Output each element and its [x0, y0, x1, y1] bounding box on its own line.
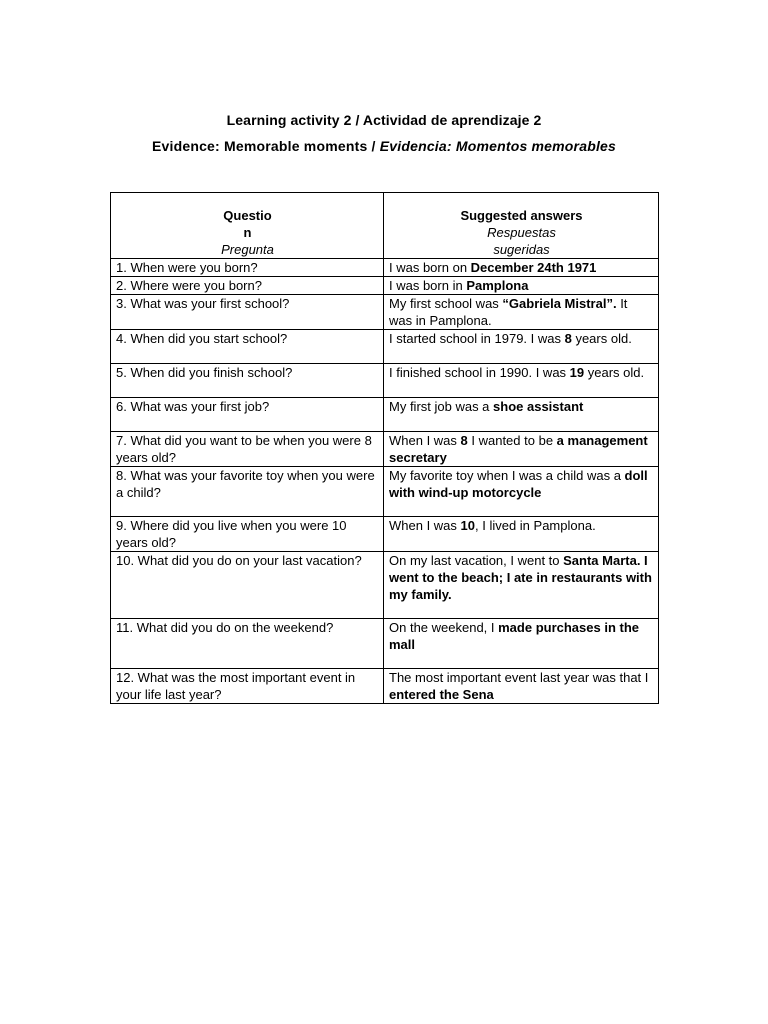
question-cell: 6. What was your first job?: [111, 398, 384, 432]
answer-cell: [384, 330, 659, 364]
answer-text: My first job was a: [389, 399, 494, 414]
table-body: [111, 259, 659, 704]
question-cell: 5. When did you finish school?: [111, 364, 384, 398]
table-row: [111, 364, 659, 398]
question-column-header: [111, 193, 384, 259]
answer-cell: [384, 277, 659, 295]
answer-emphasis: a management secretary: [389, 433, 648, 465]
table-header-row: [111, 193, 659, 259]
answer-emphasis: 8: [460, 433, 468, 448]
table-row: [111, 330, 659, 364]
question-header-es: Pregunta: [221, 242, 274, 257]
answer-emphasis: 19: [569, 365, 585, 380]
question-cell: 3. What was your first school?: [111, 295, 384, 330]
answer-text: When I was: [389, 518, 461, 533]
answer-emphasis: 8: [564, 331, 572, 346]
answer-cell: [384, 619, 659, 669]
answer-text: My favorite toy when I was a child was a: [389, 468, 625, 483]
answer-header-es-1: Respuestas: [487, 225, 556, 240]
table-row: [111, 619, 659, 669]
table-row: [111, 669, 659, 704]
answer-text: years old.: [571, 331, 632, 346]
question-cell: 1. When were you born?: [111, 259, 384, 277]
answer-column-header: [384, 193, 659, 259]
answer-emphasis: doll with wind-up motorcycle: [389, 468, 648, 500]
answer-text: It was in Pamplona.: [389, 296, 628, 328]
answer-cell: [384, 467, 659, 517]
table-row: [111, 277, 659, 295]
table-row: [111, 432, 659, 467]
answer-emphasis: Santa Marta. I went to the beach; I ate in restaurants with my family.: [389, 553, 652, 602]
answer-header-es-2: sugeridas: [493, 242, 550, 257]
answer-emphasis: December 24th 1971: [470, 260, 597, 275]
answer-text: years old.: [584, 365, 645, 380]
question-cell: 12. What was the most important event in your life last year?: [111, 669, 384, 704]
table-row: [111, 552, 659, 619]
answer-emphasis: Pamplona: [466, 278, 529, 293]
table-row: [111, 467, 659, 517]
answer-text: When I was: [389, 433, 461, 448]
answer-emphasis: entered the Sena: [389, 687, 494, 702]
answer-text: I was born in: [389, 278, 467, 293]
answer-header-en: Suggested answers: [460, 208, 583, 223]
question-cell: 7. What did you want to be when you were 8 years old?: [111, 432, 384, 467]
question-cell: 9. Where did you live when you were 10 years old?: [111, 517, 384, 552]
answer-cell: [384, 295, 659, 330]
table-row: [111, 517, 659, 552]
answer-cell: [384, 398, 659, 432]
question-header-en-2: n: [243, 225, 252, 240]
answer-cell: [384, 669, 659, 704]
answer-cell: [384, 517, 659, 552]
answer-text: I was born on: [389, 260, 471, 275]
document-title: Learning activity 2 / Actividad de aprendizaje 2: [226, 112, 542, 128]
answer-emphasis: “Gabriela Mistral”.: [502, 296, 617, 311]
answer-text: On my last vacation, I went to: [389, 553, 564, 568]
answer-cell: [384, 432, 659, 467]
answer-text: I started school in 1979. I was: [389, 331, 565, 346]
document-subtitle: [0, 138, 768, 154]
answer-text: I wanted to be: [467, 433, 557, 448]
answer-text: The most important event last year was that I: [389, 670, 649, 685]
answer-text: I finished school in 1990. I was: [389, 365, 570, 380]
answer-cell: [384, 364, 659, 398]
answer-text: , I lived in Pamplona.: [475, 518, 596, 533]
question-cell: 2. Where were you born?: [111, 277, 384, 295]
question-cell: 11. What did you do on the weekend?: [111, 619, 384, 669]
questions-table: [110, 192, 659, 704]
question-cell: 8. What was your favorite toy when you were a child?: [111, 467, 384, 517]
answer-emphasis: made purchases in the mall: [389, 620, 640, 652]
table-row: [111, 295, 659, 330]
answer-cell: [384, 552, 659, 619]
question-cell: 4. When did you start school?: [111, 330, 384, 364]
answer-text: On the weekend, I: [389, 620, 499, 635]
question-cell: 10. What did you do on your last vacation?: [111, 552, 384, 619]
subtitle-english: Evidence: Memorable moments /: [151, 138, 376, 154]
answer-cell: [384, 259, 659, 277]
answer-emphasis: 10: [460, 518, 475, 533]
answer-emphasis: shoe assistant: [493, 399, 584, 414]
answer-text: My first school was: [389, 296, 503, 311]
question-header-en-1: Questio: [223, 208, 272, 223]
table-row: [111, 398, 659, 432]
subtitle-spanish: Evidencia: Momentos memorables: [379, 138, 617, 154]
table-row: [111, 259, 659, 277]
